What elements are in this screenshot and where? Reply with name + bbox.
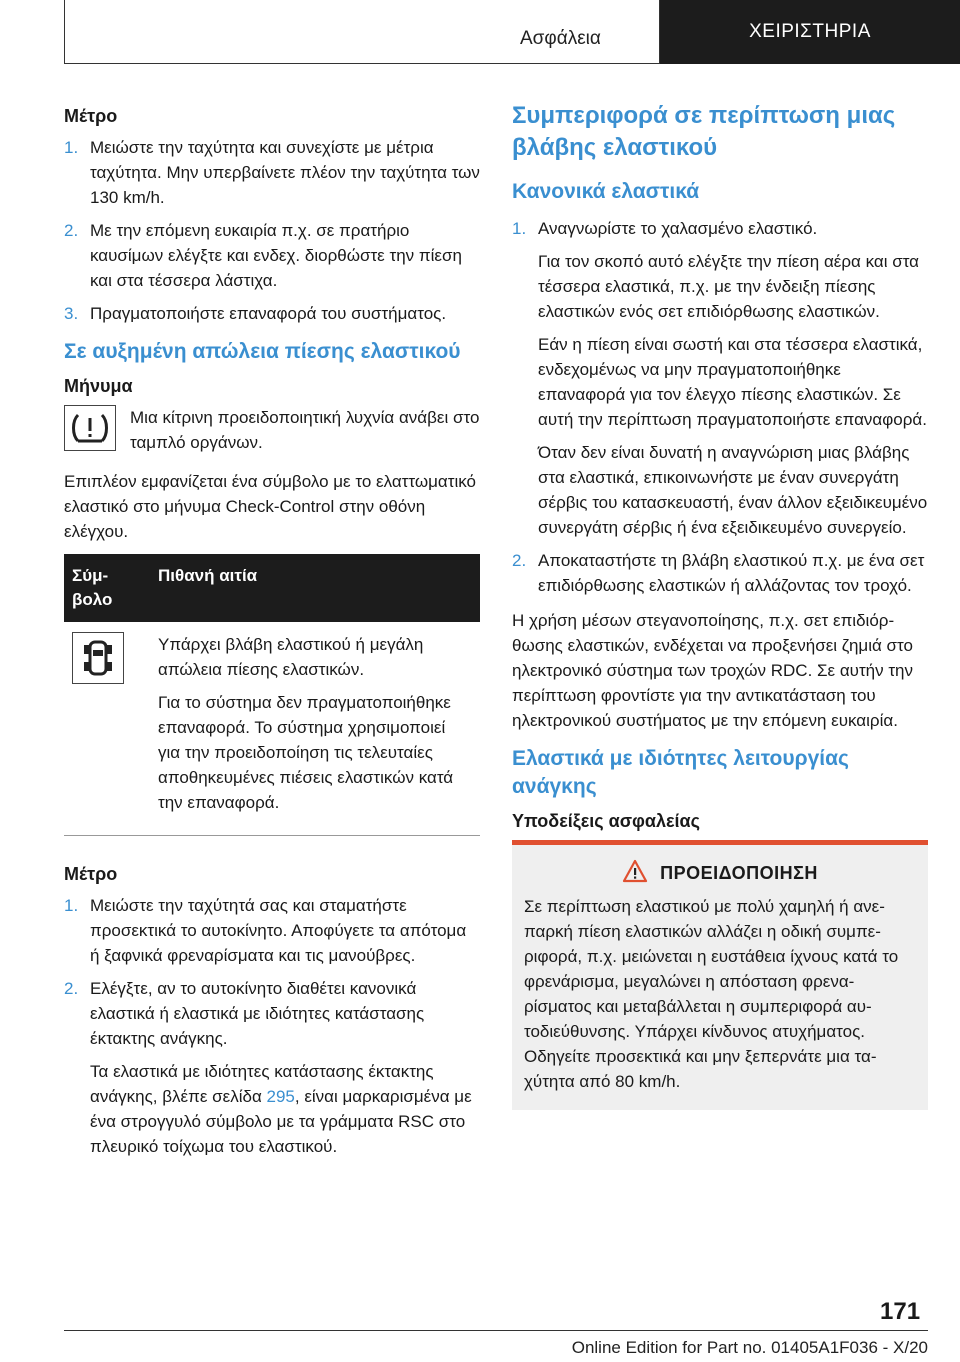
list-item <box>64 135 480 210</box>
measures-list <box>64 135 480 326</box>
steps-list <box>512 216 928 598</box>
list-number: 1. <box>64 896 79 915</box>
list-text: Αναγνωρίστε το χαλασμένο ελαστικό. <box>538 219 818 238</box>
list-item <box>64 218 480 293</box>
header-chapter-tab[interactable]: ΧΕΙΡΙΣΤΗΡΙΑ <box>660 0 960 64</box>
list-item <box>64 893 480 968</box>
list-number: 2. <box>512 551 527 570</box>
message-heading: Μήνυμα <box>64 376 133 396</box>
list-text: Τα ελαστικά με ιδιότητες κατάστασης έκτακτης ανάγκης, βλέπε σελίδα 295, είναι μαρκαρισμένα με ένα στρογγυλό σύμβολο με τα γράμματα RSC στο πλευρικό τοίχωμα του ελαστικού. <box>90 1062 472 1156</box>
section-title: Σε αυξημένη απώλεια πίεσης ελαστικού <box>64 340 461 363</box>
header-section-title: Ασφάλεια <box>520 28 601 49</box>
right-column <box>512 100 928 1110</box>
warning-text: Σε περίπτωση ελαστικού με πολύ χαμηλή ή ανεπαρκή πίεση ελαστικών αλλάζει η οδική συμπεριφορά, π.χ. μειώνεται η ευστάθεια ίχνους κατά το φρενάρισμα, μεγαλώνει η απόσταση φρεναρίσματος και μεταβάλλεται η συμπεριφορά αυτοδιεύθυνσης. Υπάρχει κίνδυνος ατυχήματος. Οδηγείτε προσεκτικά και μην ξεπερνάτε μια ταχύτητα από 80 km/h. <box>524 897 899 1091</box>
tire-defect-icon <box>72 632 124 684</box>
table-header-cause: Πιθανή αιτία <box>150 554 480 622</box>
list-item <box>64 301 480 326</box>
list-number: 2. <box>64 979 79 998</box>
left-column <box>64 100 480 1169</box>
body-text: Η χρήση μέσων στεγανοποίησης, π.χ. σετ επιδιόρθωσης ελαστικών, ενδέχεται να προξενήσει ζημιά στο ηλεκτρονικό σύστημα των τροχών RDC. Σε αυτήν την περίπτωση φροντίστε για την αντικατάσταση του ηλεκτρονικού συστήματος με την επόμενη ευκαιρία. <box>512 611 914 730</box>
page-number: 171 <box>880 1298 921 1325</box>
list-text: Εάν η πίεση είναι σωστή και στα τέσσερα ελαστικά, ενδεχομένως να μην πραγματοποιήθηκε επαναφορά για τον έλεγχο πίεσης ελαστικών. Σε αυτή την περίπτωση πραγματοποιήστε επαναφορά. <box>538 335 927 429</box>
tire-pressure-warning-icon <box>64 405 116 451</box>
page-link[interactable]: 295 <box>266 1087 295 1106</box>
list-item <box>64 976 480 1159</box>
measures-list <box>64 893 480 1159</box>
message-text: Μια κίτρινη προειδοποιητική λυχνία ανάβει στο ταμπλό οργάνων. <box>130 408 480 452</box>
safety-heading: Υποδείξεις ασφαλείας <box>512 811 700 831</box>
warning-label: ΠΡΟΕΙΔΟΠΟΙΗΣΗ <box>660 863 818 883</box>
warning-box <box>512 840 928 1110</box>
footer-edition: Online Edition for Part no. 01405A1F036 - X/20 <box>571 1338 928 1357</box>
list-text: Με την επόμενη ευκαιρία π.χ. σε πρατήριο καυσίμων ελέγξτε και ενδεχ. διορθώστε την πίεση και στα τέσσερα λάστιχα. <box>90 221 462 290</box>
cause-text: Υπάρχει βλάβη ελαστικού ή μεγάλη απώλεια πίεσης ελαστικών. <box>158 635 424 679</box>
footer-divider <box>64 1330 928 1331</box>
list-text: Πραγματοποιήστε επαναφορά του συστήματος. <box>90 304 447 323</box>
list-text: Για τον σκοπό αυτό ελέγξτε την πίεση αέρα και στα τέσσερα ελαστικά, π.χ. με την ένδειξη πίεσης ελαστικών ενός σετ επιδιόρθωσης ελαστικών. <box>538 252 920 321</box>
list-number: 3. <box>64 304 79 323</box>
list-number: 2. <box>64 221 79 240</box>
cause-text: Για το σύστημα δεν πραγματοποιήθηκε επαναφορά. Το σύστημα χρησιμοποιεί για την προειδοποίηση τις τελευταίες αποθηκευμένες πιέσεις ελαστικών κατά την επαναφορά. <box>158 693 454 812</box>
list-item <box>512 216 928 540</box>
message-row <box>64 405 480 455</box>
list-text: Μειώστε την ταχύτητα και συνεχίστε με μέτρια ταχύτητα. Μην υπερβαίνετε πλέον την ταχύτητα των 130 km/h. <box>90 138 480 207</box>
warning-triangle-icon <box>622 859 648 888</box>
subsection-title: Κανονικά ελαστικά <box>512 180 700 203</box>
list-number: 1. <box>64 138 79 157</box>
subsection-title: Ελαστικά με ιδιότητες λειτουργίας ανάγκης <box>512 747 849 798</box>
list-text: Όταν δεν είναι δυνατή η αναγνώριση μιας βλάβης στα ελαστικά, επικοινωνήστε με έναν συνεργάτη σέρβις του κατασκευαστή, έναν άλλον εξειδικευμένο συνεργάτη σέρβις ή ένα εξειδικευμένο συνεργείο. <box>538 443 928 537</box>
list-text: Αποκαταστήστε τη βλάβη ελαστικού π.χ. με ένα σετ επιδιόρθωσης ελαστικών ή αλλάζοντας τον τροχό. <box>538 551 925 595</box>
list-number: 1. <box>512 219 527 238</box>
list-text: Μειώστε την ταχύτητά σας και σταματήστε προσεκτικά το αυτοκίνητο. Αποφύγετε τα απότομα ή ξαφνικά φρεναρίσματα και τις μανούβρες. <box>90 896 467 965</box>
list-item <box>512 548 928 598</box>
measures-heading: Μέτρο <box>64 106 118 126</box>
symbol-table <box>64 554 480 836</box>
table-header-symbol: Σύμβολο <box>64 554 150 622</box>
main-title: Συμπεριφορά σε περίπτωση μιας βλάβης ελαστικού <box>512 102 896 161</box>
message-extra-text: Επιπλέον εμφανίζεται ένα σύμβολο με το ελαττωματικό ελαστικό στο μήνυμα Check-Control στην οθόνη ελέγχου. <box>64 472 476 541</box>
measures-heading: Μέτρο <box>64 864 118 884</box>
list-text: Ελέγξτε, αν το αυτοκίνητο διαθέτει κανονικά ελαστικά ή ελαστικά με ιδιότητες κατάστασης έκτακτης ανάγκης. <box>90 979 425 1048</box>
table-row <box>64 622 480 836</box>
